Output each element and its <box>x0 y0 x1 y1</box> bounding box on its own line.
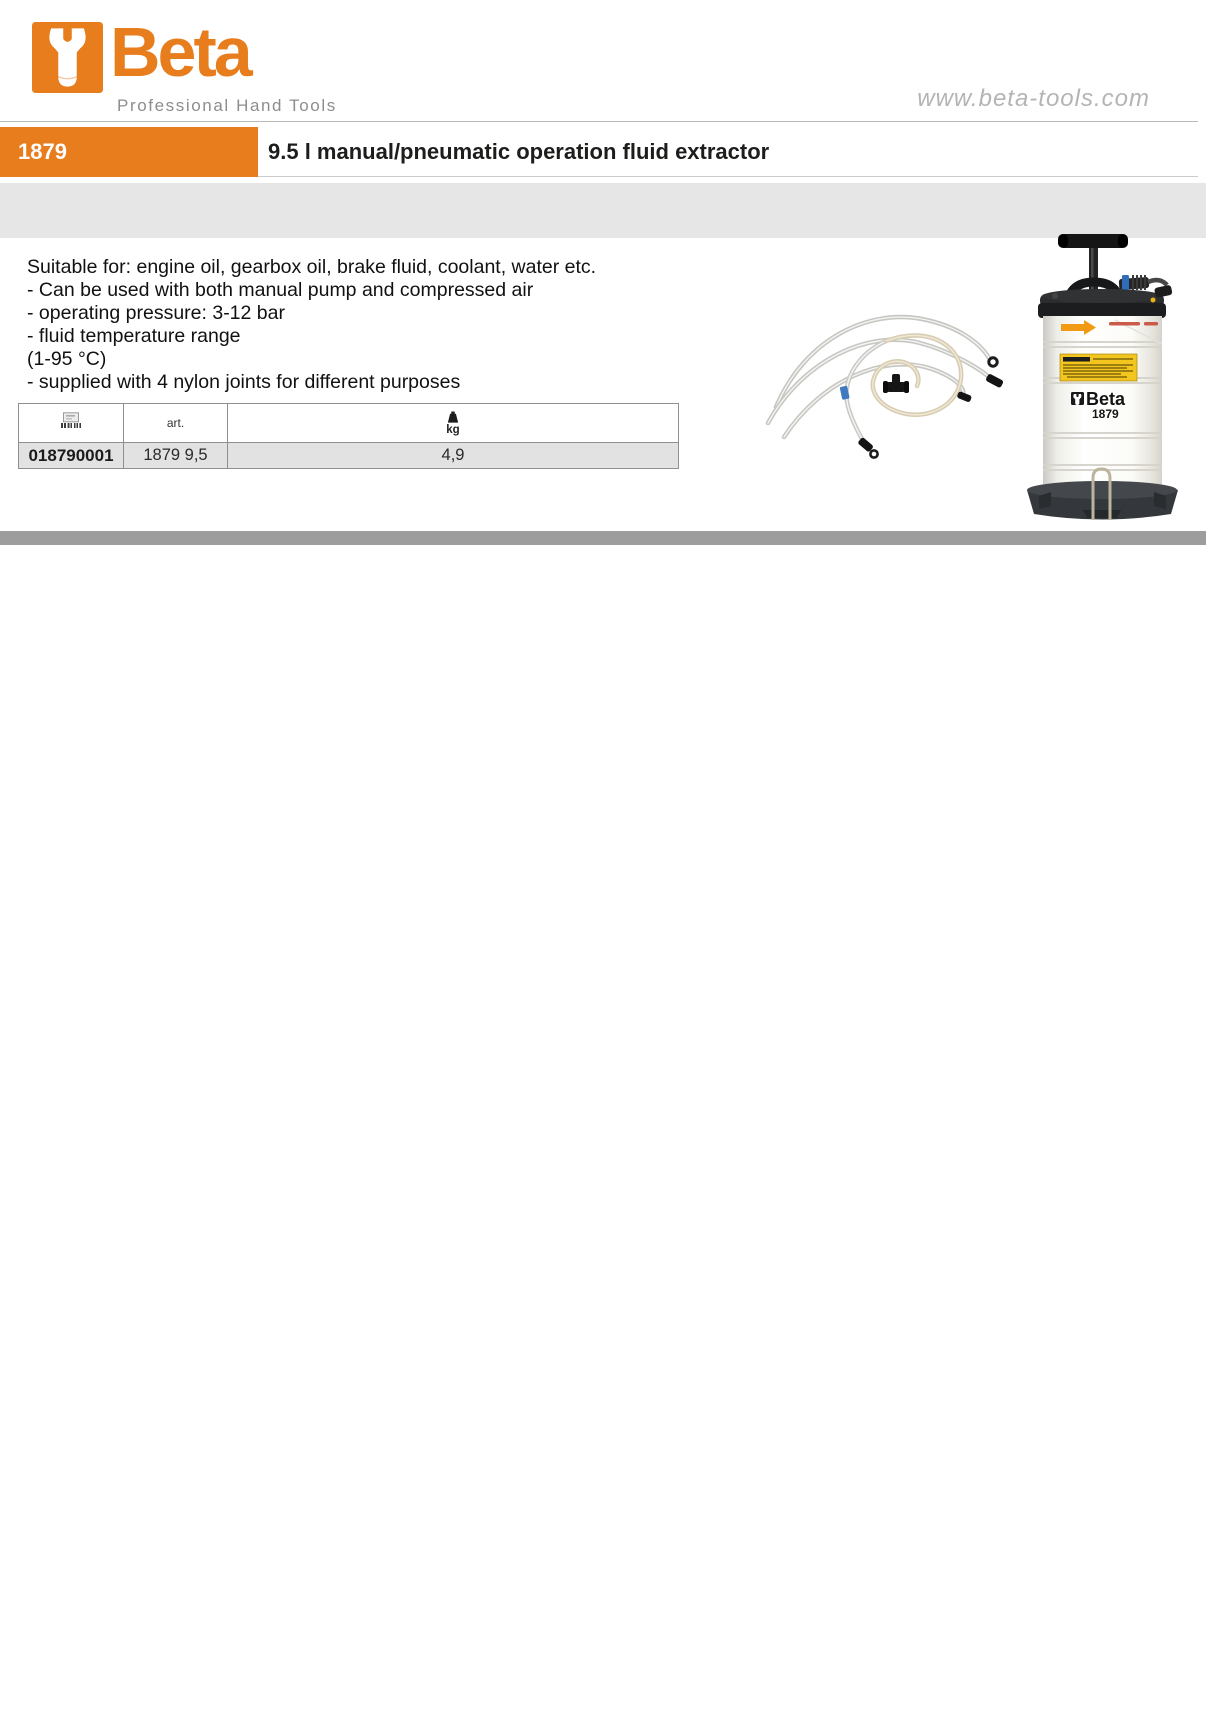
weight-icon <box>447 411 459 424</box>
beta-wrench-icon <box>32 22 103 93</box>
weight-column-header <box>228 404 679 443</box>
brand-tagline: Professional Hand Tools <box>117 96 337 115</box>
description-line: - fluid temperature range <box>27 325 241 347</box>
weight-unit-label: kg <box>446 423 460 436</box>
extractor-photo <box>1015 220 1214 522</box>
spec-table-header-row <box>19 404 679 443</box>
order-code-cell: 018790001 <box>19 443 124 469</box>
description-line: - supplied with 4 nylon joints for different purposes <box>27 371 461 393</box>
weight-cell: 4,9 <box>228 443 679 469</box>
art-cell: 1879 9,5 <box>124 443 228 469</box>
product-code-badge: 1879 <box>0 127 258 177</box>
svg-text:Beta: Beta <box>1086 389 1126 409</box>
description-line: - Can be used with both manual pump and compressed air <box>27 279 534 301</box>
barcode-icon <box>58 412 84 429</box>
red-print <box>1109 322 1158 326</box>
brand-wordmark: Beta <box>110 13 250 91</box>
product-description <box>27 256 596 394</box>
art-column-header: art. <box>124 404 228 443</box>
svg-text:1879: 1879 <box>1092 407 1119 421</box>
hoses-photo <box>740 295 1030 470</box>
section-divider-bar <box>0 531 1206 545</box>
pump-t-handle <box>1058 234 1128 248</box>
lid <box>1038 285 1173 318</box>
header-divider <box>0 121 1198 122</box>
page-title: 9.5 l manual/pneumatic operation fluid extractor <box>268 139 770 164</box>
description-line: - operating pressure: 3-12 bar <box>27 302 285 324</box>
order-code-column-header <box>19 404 124 443</box>
warning-label <box>1060 354 1137 381</box>
t-connector <box>883 374 909 393</box>
description-line: (1-95 °C) <box>27 348 107 370</box>
spec-table <box>18 403 679 469</box>
website-url: www.beta-tools.com <box>917 85 1150 112</box>
hose-ring-terminal <box>989 358 997 366</box>
spec-table-row <box>19 443 679 469</box>
description-line: Suitable for: engine oil, gearbox oil, brake fluid, coolant, water etc. <box>27 256 597 278</box>
yellow-dot <box>1151 298 1156 303</box>
product-banner <box>0 127 1198 177</box>
